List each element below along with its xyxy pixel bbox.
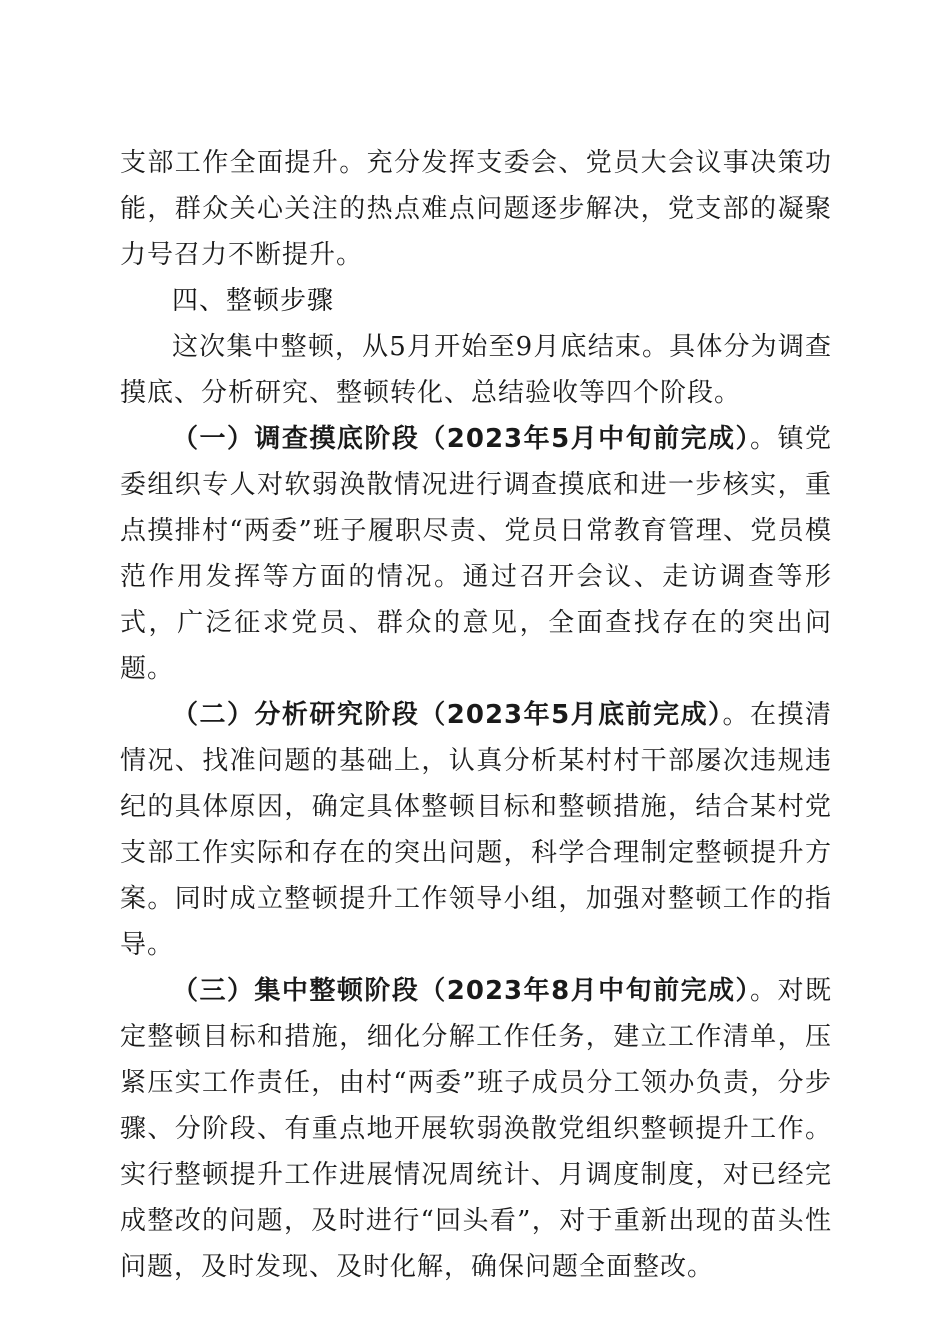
intro-paragraph: 这次集中整顿，从5月开始至9月底结束。具体分为调查摸底、分析研究、整顿转化、总结验收等四个阶段。	[120, 332, 832, 408]
document-body	[120, 140, 832, 1290]
continuation-paragraph: 支部工作全面提升。充分发挥支委会、党员大会议事决策功能，群众关心关注的热点难点问题逐步解决，党支部的凝聚力号召力不断提升。	[120, 148, 832, 270]
stage-title-3: （三）集中整顿阶段（2023年8月中旬前完成）	[172, 976, 751, 1006]
stage-title-1: （一）调查摸底阶段（2023年5月中旬前完成）	[172, 424, 751, 454]
stage-paragraph-2	[120, 692, 832, 968]
stage-paragraph-1	[120, 416, 832, 692]
stage-body-1: 。镇党委组织专人对软弱涣散情况进行调查摸底和进一步核实，重点摸排村“两委”班子履职尽责、党员日常教育管理、党员模范作用发挥等方面的情况。通过召开会议、走访调查等形式，广泛征求党员、群众的意见，全面查找存在的突出问题。	[120, 424, 832, 684]
stage-body-2: 。在摸清情况、找准问题的基础上，认真分析某村村干部屡次违规违纪的具体原因，确定具体整顿目标和整顿措施，结合某村党支部工作实际和存在的突出问题，科学合理制定整顿提升方案。同时成立整顿提升工作领导小组，加强对整顿工作的指导。	[120, 700, 832, 960]
stage-paragraph-3	[120, 968, 832, 1290]
stage-body-3: 。对既定整顿目标和措施，细化分解工作任务，建立工作清单，压紧压实工作责任，由村“两委”班子成员分工领办负责，分步骤、分阶段、有重点地开展软弱涣散党组织整顿提升工作。实行整顿提升工作进展情况周统计、月调度制度，对已经完成整改的问题，及时进行“回头看”，对于重新出现的苗头性问题，及时发现、及时化解，确保问题全面整改。	[120, 976, 832, 1282]
stage-title-2: （二）分析研究阶段（2023年5月底前完成）	[172, 700, 723, 730]
section-heading: 四、整顿步骤	[172, 286, 335, 316]
